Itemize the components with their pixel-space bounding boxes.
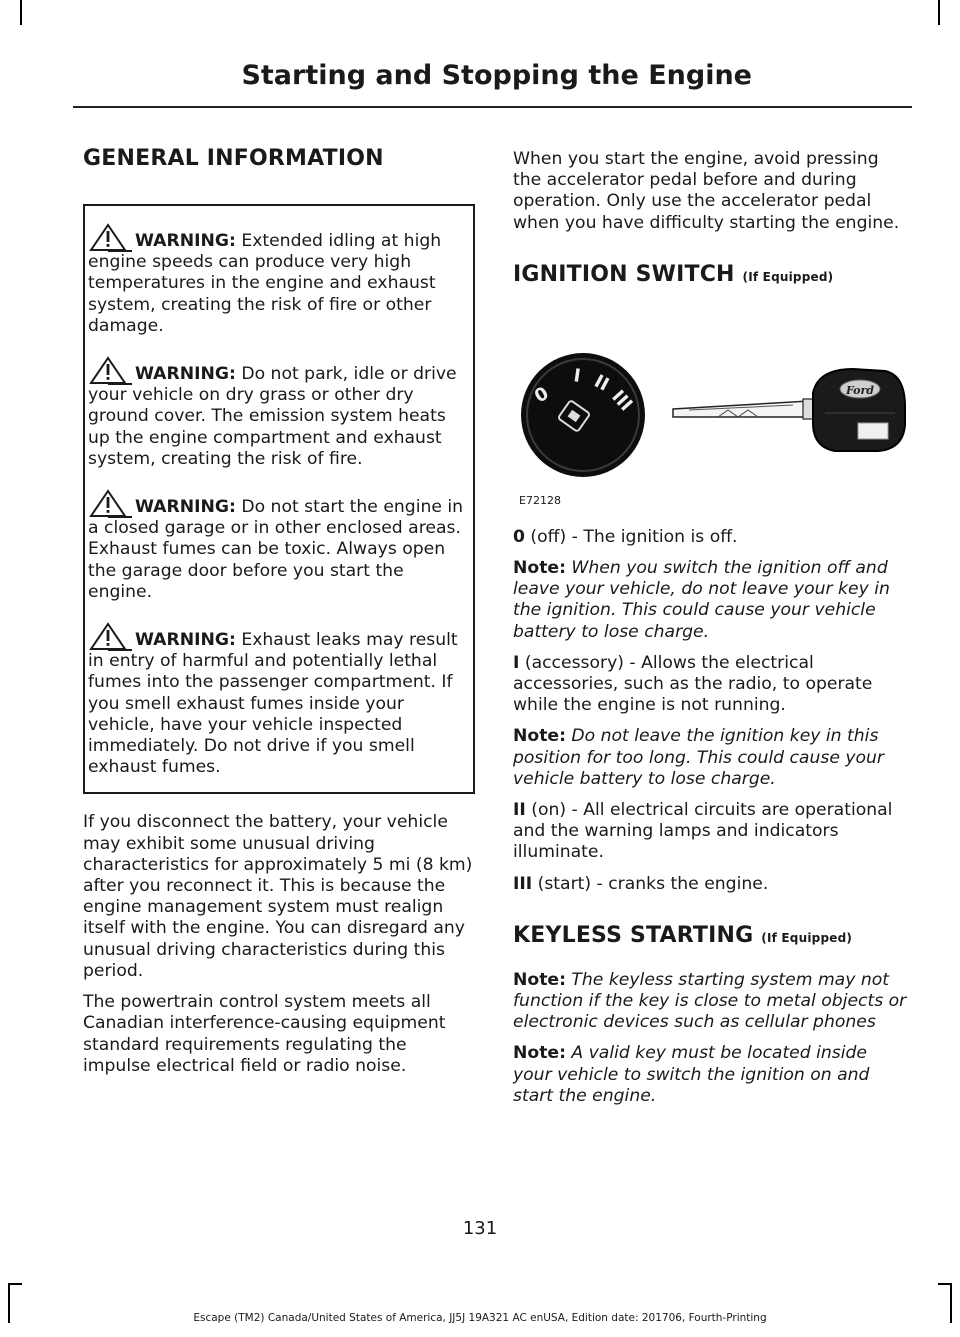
warning-triangle-icon	[88, 621, 132, 651]
warning-label: WARNING:	[135, 231, 236, 251]
warning-4	[88, 621, 467, 778]
start-intro-paragraph: When you start the engine, avoid pressing the accelerator pedal before and during operation. Only use the accelerator pedal when you have difficulty starting the engine.	[513, 149, 900, 233]
position-label: I	[513, 652, 520, 673]
note-text: The keyless starting system may not function if the key is close to metal objects or electronic devices such as cellular phones	[513, 969, 907, 1033]
note-label: Note:	[513, 1043, 566, 1064]
position-start	[513, 874, 909, 895]
position-on	[513, 800, 909, 864]
ignition-switch-heading	[513, 262, 909, 287]
warning-text: Exhaust leaks may result in entry of harmful and potentially lethal fumes into the passenger compartment. If you smell exhaust fumes inside your vehicle, have your vehicle inspected immediately. Do not drive if you smell exhaust fumes.	[88, 630, 458, 778]
position-text: (off) - The ignition is off.	[524, 526, 738, 547]
note-label: Note:	[513, 726, 566, 747]
edition-footer: Escape (TM2) Canada/United States of America, JJ5J 19A321 AC enUSA, Edition date: 201706, Fourth-Printing	[193, 1312, 767, 1324]
position-accessory	[513, 653, 909, 717]
note-label: Note:	[513, 558, 566, 579]
warning-label: WARNING:	[135, 364, 236, 385]
warning-2	[88, 355, 467, 470]
page-title: Starting and Stopping the Engine	[241, 60, 752, 91]
left-column	[83, 146, 475, 1077]
warning-3	[88, 488, 467, 603]
warning-triangle-icon	[88, 488, 132, 518]
warning-text: Do not park, idle or drive your vehicle on dry grass or other dry ground cover. The emission system heats up the engine compartment and exhaust system, creating the risk of fire.	[88, 364, 457, 469]
note-keyless-valid-key	[513, 1043, 909, 1107]
position-off	[513, 527, 909, 548]
warnings-box	[83, 204, 475, 794]
warning-triangle-icon	[88, 222, 132, 252]
battery-paragraph: If you disconnect the battery, your vehicle may exhibit some unusual driving characteristics for approximately 5 mi (8 km) after you reconnect it. This is because the engine management system must realign itself with the engine. You can disregard any unusual driving characteristics during this period.	[83, 812, 473, 981]
warning-1	[88, 222, 467, 337]
switch-mark-3: III	[607, 386, 637, 416]
general-information-heading: GENERAL INFORMATION	[83, 146, 384, 171]
ignition-key-illustration	[513, 317, 909, 492]
position-label: II	[513, 800, 526, 821]
right-column	[513, 146, 909, 1107]
warning-triangle-icon	[88, 355, 132, 385]
keyless-starting-heading	[513, 923, 909, 948]
ignition-switch-title: IGNITION SWITCH	[513, 261, 735, 287]
note-label: Note:	[513, 969, 566, 990]
note-keyless-metal	[513, 970, 909, 1034]
ford-logo: Ford	[845, 383, 875, 397]
position-label: III	[513, 873, 533, 894]
crop-mark-bottom-left	[8, 1283, 22, 1285]
page-number: 131	[462, 1218, 498, 1239]
note-ignition-off	[513, 558, 909, 643]
switch-mark-2: II	[590, 370, 613, 396]
warning-label: WARNING:	[135, 497, 236, 518]
ignition-switch-icon	[521, 353, 645, 477]
key-icon	[673, 369, 905, 451]
note-text: When you switch the ignition off and leave your vehicle, do not leave your key in the ignition. This could cause your vehicle battery to lose charge.	[513, 558, 890, 642]
figure-code: E72128	[519, 493, 561, 507]
switch-mark-0: 0	[531, 382, 553, 408]
position-text: (start) - cranks the engine.	[532, 873, 769, 894]
title-divider	[73, 106, 912, 108]
position-label: 0	[513, 526, 525, 547]
note-text: A valid key must be located inside your vehicle to switch the ignition on and start the engine.	[513, 1043, 870, 1106]
ignition-switch-figure	[513, 317, 909, 507]
powertrain-paragraph: The powertrain control system meets all Canadian interference-causing equipment standard requirements regulating the impulse electrical field or radio noise.	[83, 992, 446, 1076]
position-text: (on) - All electrical circuits are operational and the warning lamps and indicators illuminate.	[513, 800, 893, 863]
if-equipped-tag: (If Equipped)	[742, 269, 834, 284]
crop-mark-top-right	[938, 0, 940, 25]
keyless-starting-title: KEYLESS STARTING	[513, 922, 754, 948]
warning-text: Do not start the engine in a closed garage or in other enclosed areas. Exhaust fumes can be toxic. Always open the garage door before you start the engine.	[88, 497, 464, 602]
note-accessory	[513, 726, 909, 790]
switch-mark-1: I	[572, 364, 582, 387]
if-equipped-tag: (If Equipped)	[761, 930, 853, 945]
crop-mark-top-left	[20, 0, 22, 25]
warning-label: WARNING:	[135, 630, 236, 651]
warning-text: Extended idling at high engine speeds can produce very high temperatures in the engine and exhaust system, creating the risk of fire or other damage.	[88, 231, 442, 336]
position-text: (accessory) - Allows the electrical accessories, such as the radio, to operate while the engine is not running.	[513, 652, 873, 716]
note-text: Do not leave the ignition key in this position for too long. This could cause your vehicle battery to lose charge.	[513, 726, 884, 789]
